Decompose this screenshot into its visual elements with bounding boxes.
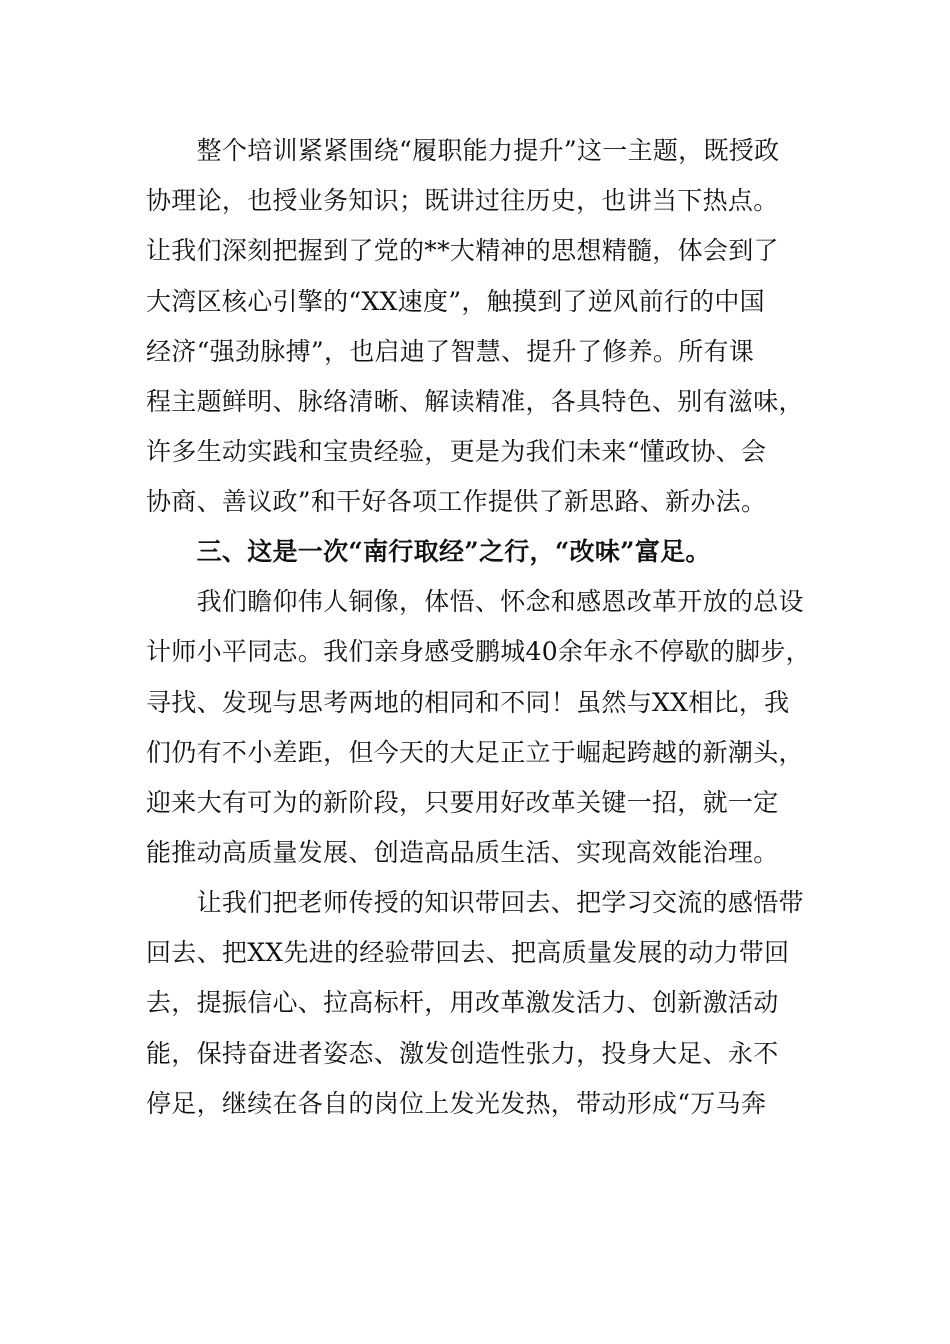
text-line-20: 停足，继续在各自的岗位上发光发热，带动形成“万马奔 <box>146 1089 767 1118</box>
text-line-5: 经济“强劲脉搏”，也启迪了智慧、提升了修养。所有课 <box>146 337 755 366</box>
text-line-12: 寻找、发现与思考两地的相同和不同！虽然与XX相比，我 <box>146 688 790 717</box>
text-line-2: 协理论，也授业务知识；既讲过往历史，也讲当下热点。 <box>146 186 779 215</box>
text-line-10: 我们瞻仰伟人铜像，体悟、怀念和感恩改革开放的总设 <box>146 587 804 616</box>
text-line-3: 让我们深刻把握到了党的**大精神的思想精髓，体会到了 <box>146 236 779 265</box>
text-line-15: 能推动高质量发展、创造高品质生活、实现高效能治理。 <box>146 838 779 867</box>
text-line-18: 去，提振信心、拉高标杆，用改革激发活力、创新激活动 <box>146 988 779 1017</box>
text-line-6: 程主题鲜明、脉络清晰、解读精准，各具特色、别有滋味， <box>146 387 804 416</box>
text-line-13: 们仍有不小差距，但今天的大足正立于崛起跨越的新潮头， <box>146 738 804 767</box>
text-line-11: 计师小平同志。我们亲身感受鹏城40余年永不停歇的脚步， <box>146 637 811 666</box>
text-line-16: 让我们把老师传授的知识带回去、把学习交流的感悟带 <box>146 888 804 917</box>
text-line-8: 协商、善议政”和干好各项工作提供了新思路、新办法。 <box>146 487 767 516</box>
section-heading: 三、这是一次“南行取经”之行，“改味”富足。 <box>146 537 711 566</box>
text-line-1: 整个培训紧紧围绕“履职能力提升”这一主题，既授政 <box>146 136 780 165</box>
text-line-4: 大湾区核心引擎的“XX速度”，触摸到了逆风前行的中国 <box>146 287 765 316</box>
text-line-17: 回去、把XX先进的经验带回去、把高质量发展的动力带回 <box>146 938 790 967</box>
text-line-14: 迎来大有可为的新阶段，只要用好改革关键一招，就一定 <box>146 788 779 817</box>
text-line-19: 能，保持奋进者姿态、激发创造性张力，投身大足、永不 <box>146 1039 779 1068</box>
text-line-7: 许多生动实践和宝贵经验，更是为我们未来“懂政协、会 <box>146 437 767 466</box>
